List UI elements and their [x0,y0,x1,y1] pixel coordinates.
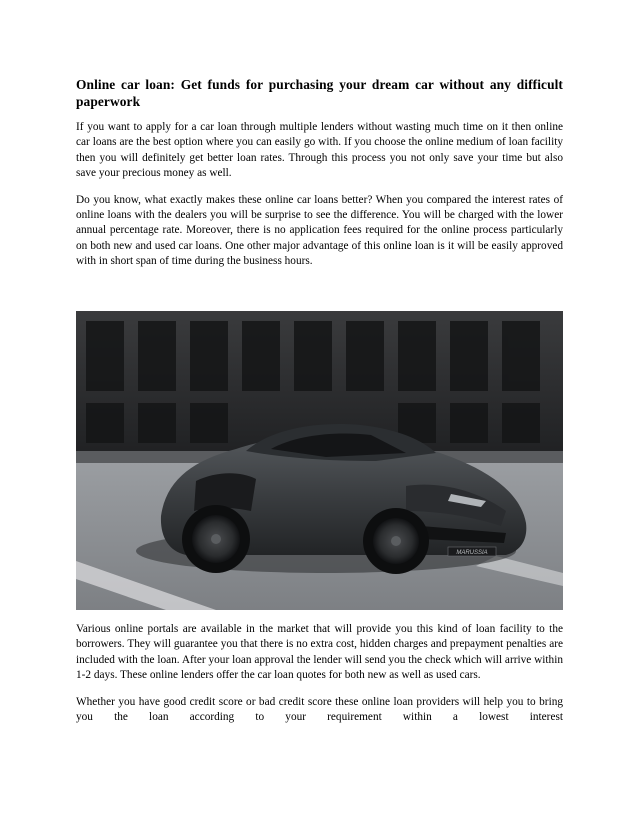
plate-text: MARUSSIA [456,550,488,556]
paragraph-1: If you want to apply for a car loan through multiple lenders without wasting much time on it then online car loans are the best option where you can easily go with. If you choose the online medium of loan facility then you will definitely get better loan rates. Through this process you not only save your time but also save your precious money as well. [76,121,563,180]
car-photo-illustration [76,311,563,610]
paragraph-4: Whether you have good credit score or bad credit score these online loan providers will help you to bring you the loan according to your requirement within a lowest interest [76,695,563,724]
paragraph-3: Various online portals are available in the market that will provide you this kind of loan facility to the borrowers. They will guarantee you that there is no extra cost, hidden charges and prepayment penalties are included with the loan. After your loan approval the lender will send you the check which will arrive within 1-2 days. These online lenders offer the car loan quotes for both new as well as used cars. [76,623,563,682]
car-photo [76,311,563,610]
front-wheel [363,508,429,574]
paragraph-2: Do you know, what exactly makes these online car loans better? When you compared the interest rates of online loans with the dealers you will be surprise to see the difference. You will be charged with the lower annual percentage rate. Moreover, there is no application fees required for the online process particularly on both new and used car loans. One other major advantage of this online loan is it will be easily approved with in short span of time during the business hours. [76,193,563,268]
side-intake [194,473,256,511]
document-body [76,76,563,281]
document-body-lower [76,622,563,736]
rear-wheel [182,505,250,573]
article-title: Online car loan: Get funds for purchasing your dream car without any difficult paperwork [76,77,563,109]
